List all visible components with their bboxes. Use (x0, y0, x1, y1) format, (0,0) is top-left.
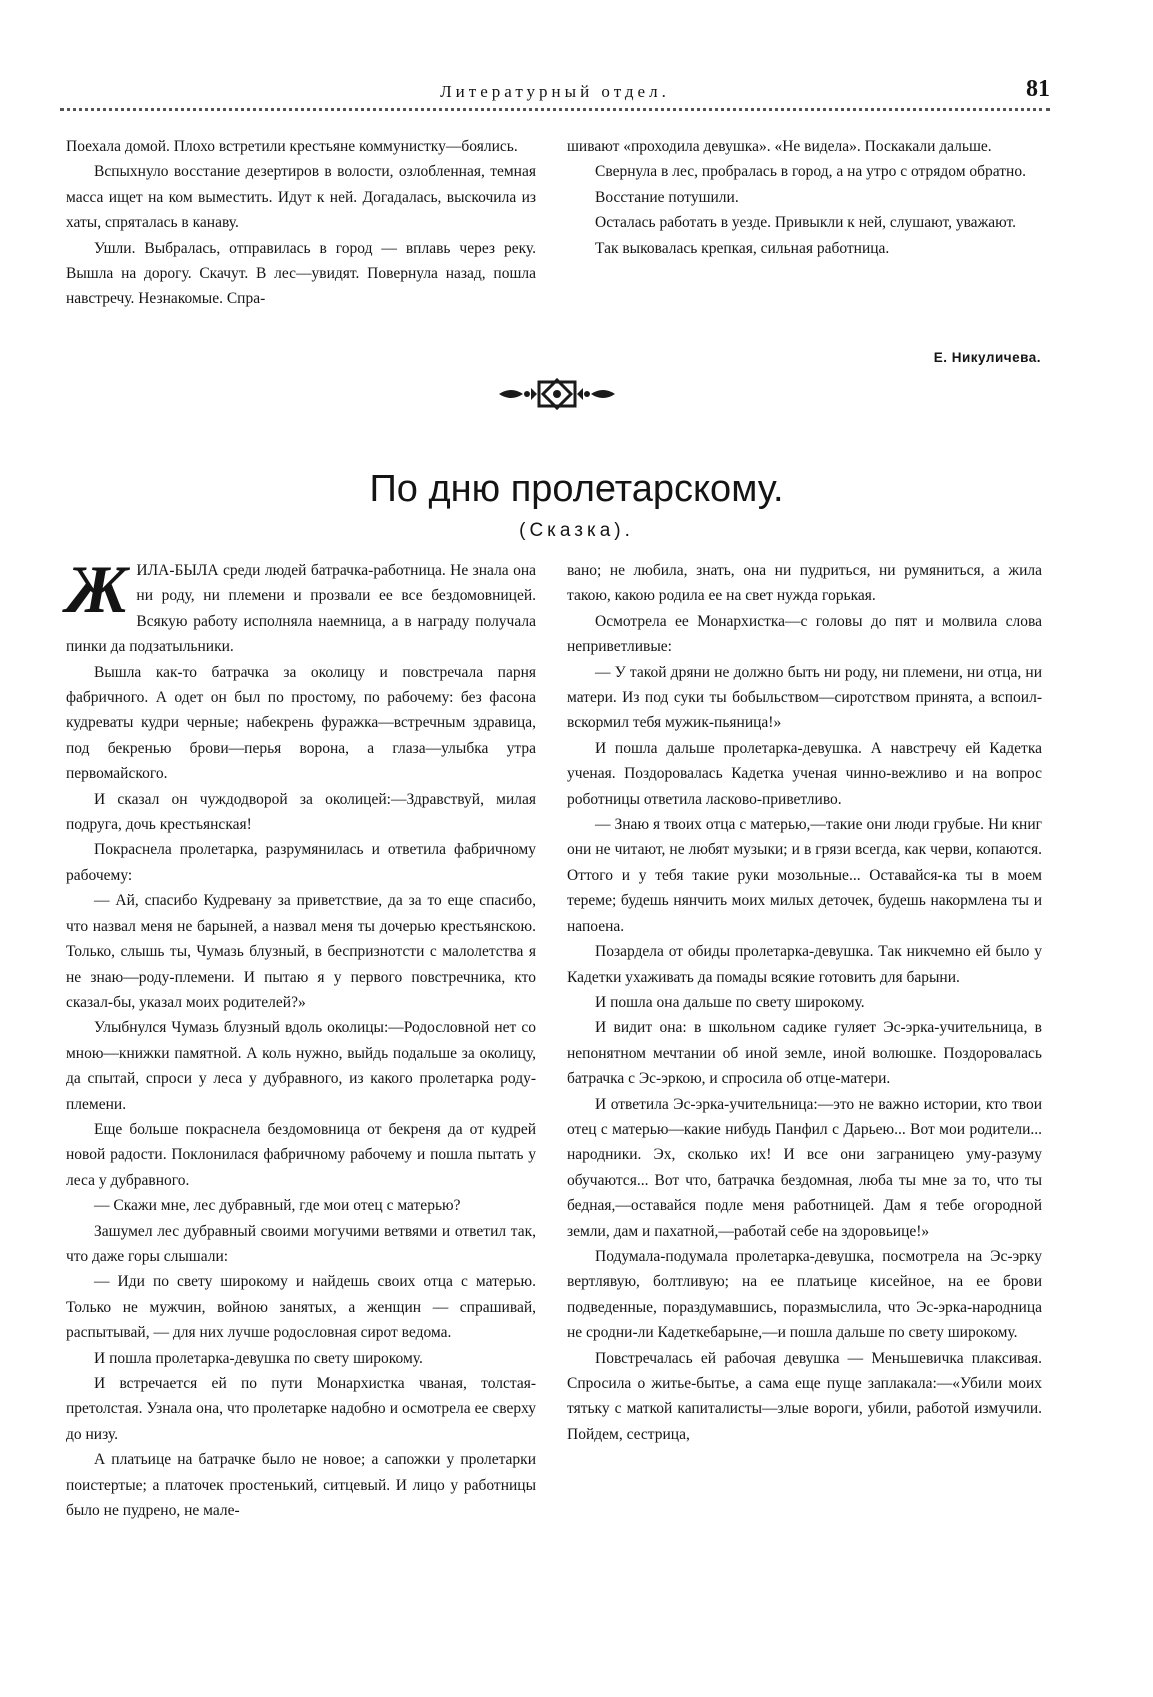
paragraph: И ответила Эс-эрка-учительница:—это не важно истории, кто твои отец с матерью—какие нибудь Панфил с Дарьею... Вот мои родители... народники. Эх, сколько их! И все они заграницею уму-разуму обучаются... Вот что, батрачка бездомная, люба ты мне за то, что ты бедная,—оставайся подле меня работницей. Дам я тебе огородной земли, дам и пахатной,—работай себе на здоровьице!» (567, 1095, 1042, 1240)
paragraph: Свернула в лес, пробралась в город, а на утро с отрядом обратно. (595, 163, 1026, 181)
running-title: Литературный отдел. (440, 82, 670, 101)
paragraph: Поехала домой. Плохо встретили крестьяне коммунистку—боялись. (66, 138, 518, 155)
paragraph: шивают «проходила девушка». «Не видела». Поскакали дальше. (567, 138, 992, 155)
paragraph: И встречается ей по пути Монархистка чваная, толстая-претолстая. Узнала она, что пролетарке надобно и осмотрела ее сверху до низу. (66, 1375, 536, 1443)
paragraph: — Знаю я твоих отца с матерью,—такие они люди грубые. Ни книг они не читают, не любят музыки; и в грязи всегда, как черви, копаются. Оттого и у тебя такие руки мозольные... Оставайся-ка ты в моем тереме; будешь нянчить моих милых деточек, будешь накормлена ты и напоена. (567, 816, 1042, 935)
story-title: По дню пролетарскому. (369, 468, 784, 510)
paragraph: Подумала-подумала пролетарка-девушка, посмотрела на Эс-эрку вертлявую, болтливую; на ее платьице кисейное, на ее брови подведенные, пораздумавшись, поразмыслила, что Эс-эрка-народница не сродни-ли Кадеткебарыне,—и пошла дальше по свету широкому. (567, 1247, 1042, 1342)
paragraph: Еще больше покраснела бездомовница от бекреня да от кудрей новой радости. Поклонилася фабричному рабочему и пошла пытать у леса у дубравного. (66, 1120, 536, 1189)
paragraph: Вспыхнуло восстание дезертиров в волости, озлобленная, темная масса ищет на ком выместить. Идут к ней. Догадалась, выскочила из хаты, спряталась в канаву. (66, 163, 536, 232)
paragraph: — Скажи мне, лес дубравный, где мои отец с матерью? (94, 1197, 461, 1215)
page-number: 81 (1026, 76, 1050, 102)
prev-story-right-column (567, 134, 1042, 261)
drop-cap: Ж (66, 551, 129, 627)
paragraph: Ушли. Выбралась, отправилась в город — вплавь через реку. Вышла на дорогу. Скачут. В лес—увидят. Повернула назад, пошла навстречу. Незнакомые. Спра- (66, 239, 536, 308)
paragraph: Позардела от обиды пролетарка-девушка. Так никчемно ей было у Кадетки ухаживать да помады всякие готовить для барыни. (567, 943, 1042, 986)
paragraph: И пошла она дальше по свету широкому. (595, 993, 865, 1011)
paragraph: — Иди по свету широкому и найдешь своих отца с матерью. Только не мужчин, войною занятых, а женщин — спрашивай, распытывай, — для них лучше родословная сирот ведома. (66, 1273, 536, 1342)
story-left-column (66, 551, 536, 1523)
paragraph: Покраснела пролетарка, разрумянилась и ответила фабричному рабочему: (66, 841, 536, 884)
paragraph: А платьице на батрачке было не новое; а сапожки у пролетарки поистертые; а платочек простенький, ситцевый. И лицо у работницы было не пудрено, не мале- (66, 1451, 536, 1520)
paragraph: Осмотрела ее Монархистка—с головы до пят и молвила слова неприветливые: (567, 612, 1042, 656)
paragraph: Так выковалась крепкая, сильная работница. (595, 239, 890, 257)
paragraph: — Ай, спасибо Кудревану за приветствие, да за то еще спасибо, что назвал меня не барыней, а назвал меня ты дочерью крестьянскою. Только, слышь ты, Чумазь блузный, в беспризнотсти с малолетства я не знаю—роду-племени. И пытаю я у первого повстречника, кто сказал-бы, указал моих родителей?» (66, 892, 536, 1011)
paragraph: И видит она: в школьном садике гуляет Эс-эрка-учительница, в непонятном мечтании об иной земле, иной волюшке. Поздоровалась батрачка с Эс-эркою, и спросила об отце-матери. (567, 1019, 1042, 1088)
paragraph: И сказал он чуждодворой за околицей:—Здравствуй, милая подруга, дочь крестьянская! (66, 790, 536, 834)
story-right-column (567, 558, 1042, 1447)
paragraph-with-dropcap (66, 551, 536, 660)
paragraph: И пошла пролетарка-девушка по свету широкому. (94, 1349, 423, 1367)
paragraph: Вышла как-то батрачка за околицу и повстречала парня фабричного. А одет он был по простому, по рабочему: без фасона кудреваты кудри черные; набекрень фуражка—встречным здравица, под бекренью брови—перья ворона, а глаза—улыбка утра первомайского. (66, 663, 536, 783)
header-rule (60, 108, 1050, 111)
story-subtitle: (Сказка). (519, 520, 634, 541)
paragraph: Зашумел лес дубравный своими могучими ветвями и ответил так, что даже горы слышали: (66, 1222, 536, 1265)
paragraph: Осталась работать в уезде. Привыкли к ней, слушают, уважают. (595, 214, 1017, 232)
paragraph: Восстание потушили. (595, 188, 739, 206)
ornament-divider-icon (497, 374, 617, 414)
paragraph-text: ИЛА-БЫЛА среди людей батрачка-работница. Не знала она ни роду, ни племени и прозвали ее все бездомовницей. Всякую работу исполняла наемница, а в награду получала пинки да подзатыльники. (66, 562, 536, 656)
page-header (60, 76, 1050, 120)
paragraph: Повстречалась ей рабочая девушка — Меньшевичка плаксивая. Спросила о житье-бытье, а сама еще пуще заплакала:—«Убили моих тятьку с маткой капиталисты—злые вороги, убили, работой измучили. Пойдем, сестрица, (567, 1349, 1042, 1443)
prev-story-left-column (66, 134, 536, 312)
paragraph: — У такой дряни не должно быть ни роду, ни племени, ни отца, ни матери. Из под суки ты бобыльством—сиротством принята, а вспоил-вскормил тебя мужик-пьяница!» (567, 663, 1042, 732)
paragraph: Улыбнулся Чумазь блузный вдоль околицы:—Родословной нет со мною—книжки памятной. А коль нужно, выйдь подальше за околицу, да спытай, спроси у леса у дубравного, из какого пролетарка роду-племени. (66, 1019, 536, 1113)
author-signature: Е. Никуличева. (933, 350, 1041, 365)
paragraph: вано; не любила, знать, она ни пудриться, ни румяниться, а жила такою, какою родила ее на свет нужда горькая. (567, 562, 1042, 605)
paragraph: И пошла дальше пролетарка-девушка. А навстречу ей Кадетка ученая. Поздоровалась Кадетка ученая чинно-вежливо и на вопрос роботницы ответила ласково-приветливо. (567, 739, 1042, 808)
